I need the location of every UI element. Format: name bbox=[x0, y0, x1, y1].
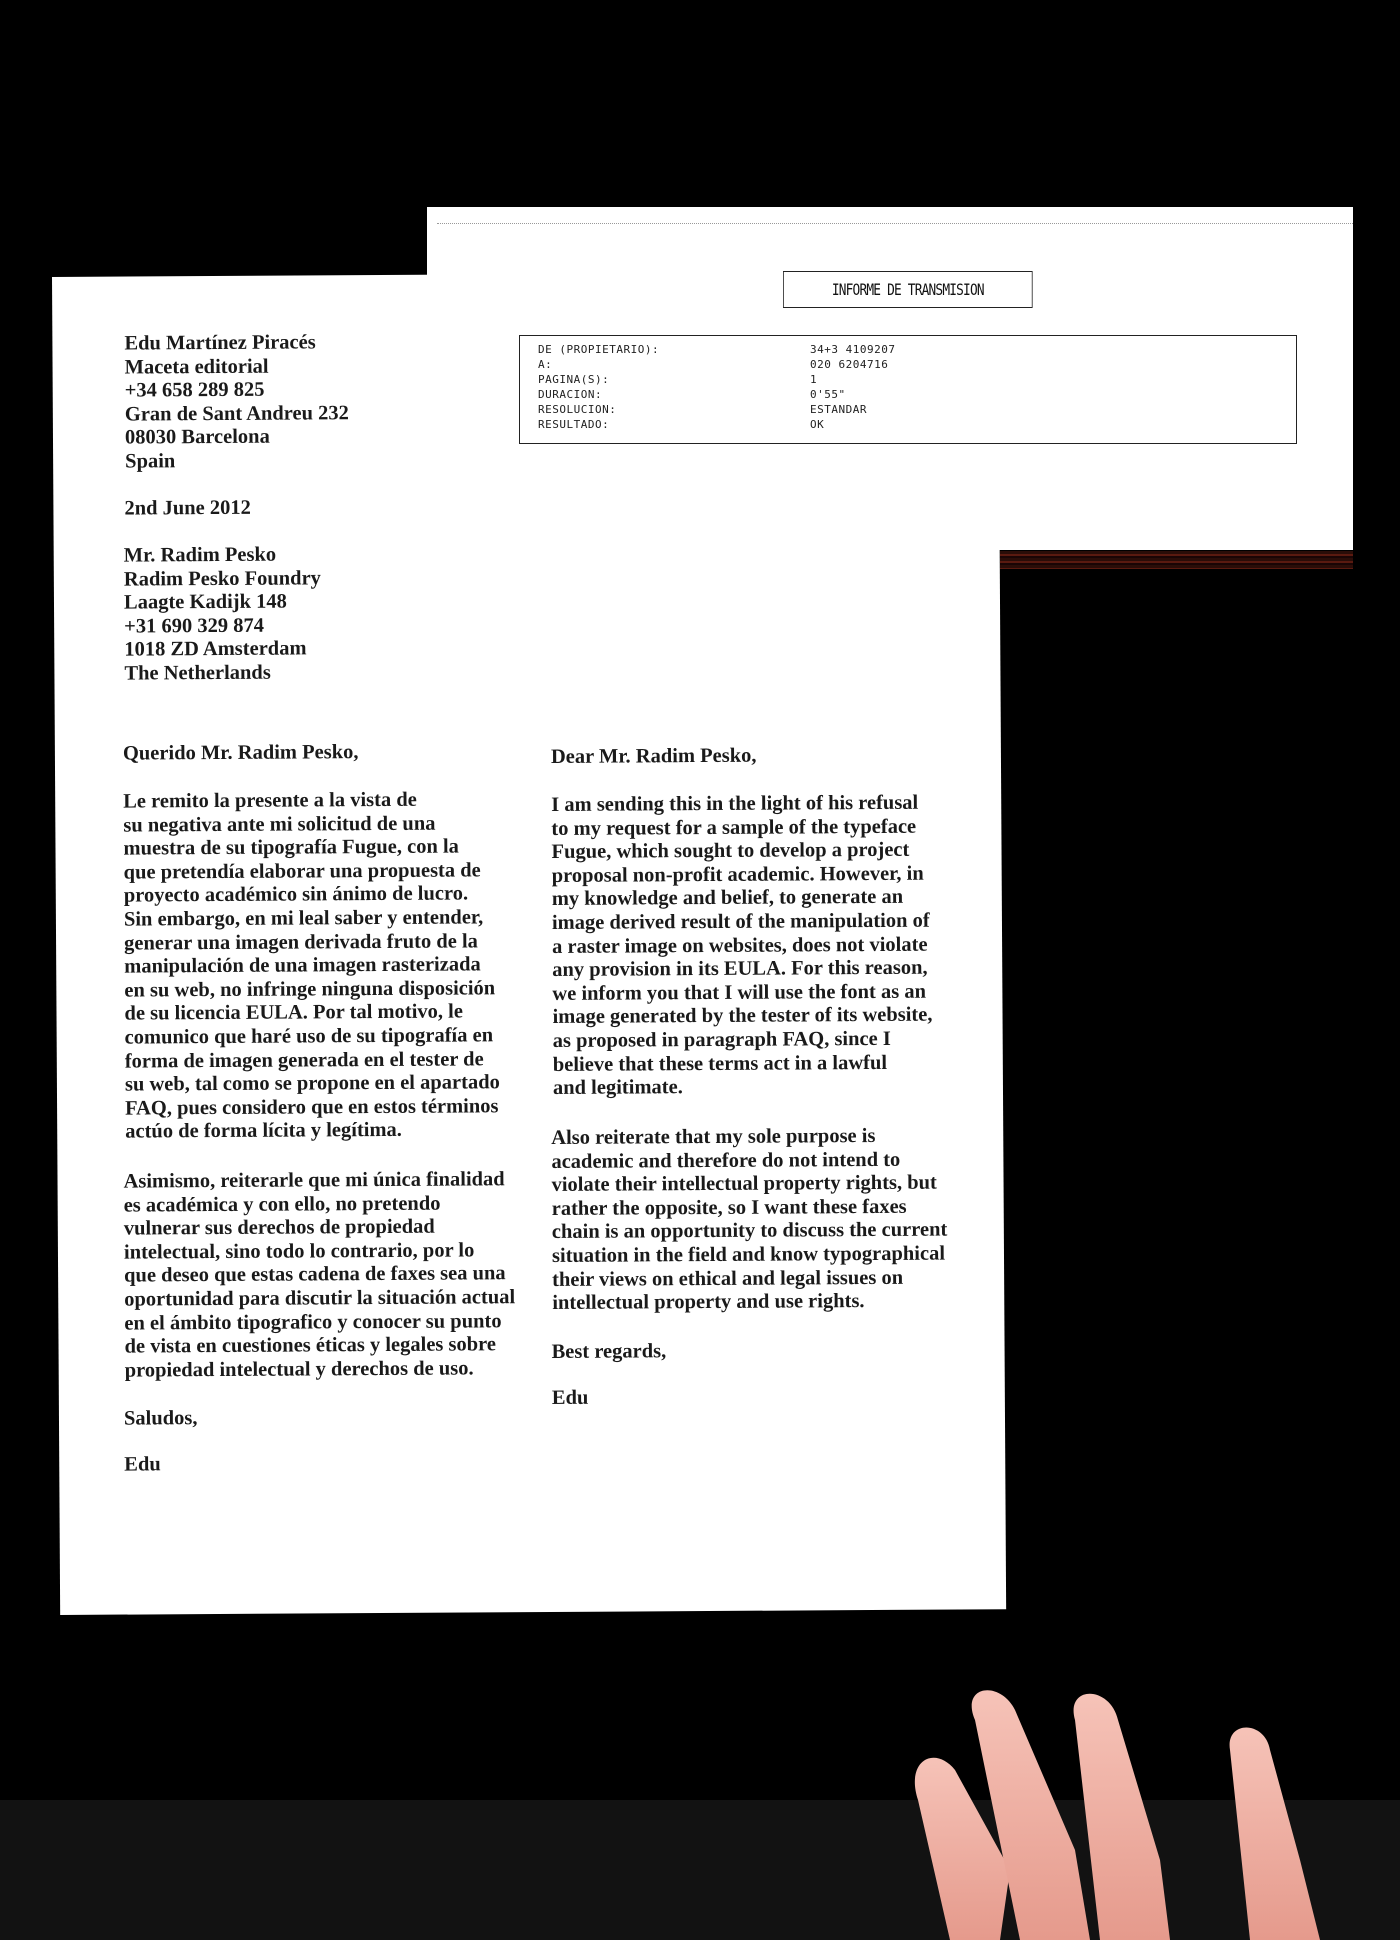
english-paragraph-2: Also reiterate that my sole purpose is academic and therefore do not intend to violate their intellectual property rights, but rather the opposite, so I want these faxes chain is an opportunity to discuss the current situation in the field and know typographical their views on ethical and legal issues on intellectual property and use rights. bbox=[551, 1124, 948, 1315]
recipient-address: Mr. Radim Pesko Radim Pesko Foundry Laagte Kadijk 148 +31 690 329 874 1018 ZD Amsterdam The Netherlands bbox=[123, 543, 321, 685]
fax-value: 34+3 4109207 bbox=[810, 343, 896, 356]
spanish-paragraph-1: Le remito la presente a la vista de su negativa ante mi solicitud de una muestra de su tipografía Fugue, con la que pretendía elaborar una propuesta de proyecto académico sin ánimo de lucro. Sin embargo, en mi leal saber y entender, generar una imagen derivada fruto de la manipulación de una imagen rasterizada en su web, no infringe ninguna disposición de su licencia EULA. Por tal motivo, le comunico que haré uso de su tipografía en forma de imagen generada en el tester de su web, tal como se propone en el apartado FAQ, pues considero que en estos términos actúo de forma lícita y legítima. bbox=[123, 788, 500, 1143]
fax-label: RESOLUCION: bbox=[538, 403, 617, 416]
fax-report-title: INFORME DE TRANSMISION bbox=[783, 271, 1033, 308]
english-salutation: Dear Mr. Radim Pesko, bbox=[550, 744, 757, 768]
letter-date: 2nd June 2012 bbox=[124, 496, 251, 520]
fax-label: RESULTADO: bbox=[538, 418, 610, 431]
fax-label: DE (PROPIETARIO): bbox=[538, 343, 660, 356]
fax-label: DURACION: bbox=[538, 388, 603, 401]
fax-value: 1 bbox=[810, 373, 818, 386]
fax-value: 020 6204716 bbox=[810, 358, 889, 371]
fax-value: 0'55" bbox=[810, 388, 846, 401]
spanish-closing: Saludos, bbox=[123, 1407, 198, 1430]
fax-value: ESTANDAR bbox=[810, 403, 867, 416]
finger-3 bbox=[1074, 1694, 1170, 1940]
spanish-signature: Edu bbox=[124, 1453, 161, 1476]
spanish-salutation: Querido Mr. Radim Pesko, bbox=[122, 741, 359, 765]
spanish-paragraph-2: Asimismo, reiterarle que mi única finalidad es académica y con ello, no pretendo vulnerar sus derechos de propiedad intelectual, sino todo lo contrario, por lo que deseo que estas cadena de faxes sea una oportunidad para discutir la situación actual en el ámbito tipografico y conocer su punto de vista en cuestiones éticas y legales sobre propiedad intelectual y derechos de uso. bbox=[123, 1168, 516, 1382]
english-signature: Edu bbox=[551, 1386, 589, 1409]
fax-value: OK bbox=[810, 418, 825, 431]
fax-label: A: bbox=[538, 358, 553, 371]
sender-address: Edu Martínez Piracés Maceta editorial +34 658 289 825 Gran de Sant Andreu 232 08030 Barcelona Spain bbox=[124, 331, 349, 473]
finger-4 bbox=[1230, 1728, 1320, 1940]
english-paragraph-1: I am sending this in the light of his refusal to my request for a sample of the typeface Fugue, which sought to develop a project proposal non-profit academic. However, in my knowledge and belief, to generate an image derived result of the manipulation of a raster image on websites, does not violate any provision in its EULA. For this reason, we inform you that I will use the font as an image generated by the tester of its website, as proposed in paragraph FAQ, since I believe that these terms act in a lawful and legitimate. bbox=[551, 791, 933, 1100]
fax-label: PAGINA(S): bbox=[538, 373, 610, 386]
english-closing: Best regards, bbox=[551, 1340, 667, 1363]
